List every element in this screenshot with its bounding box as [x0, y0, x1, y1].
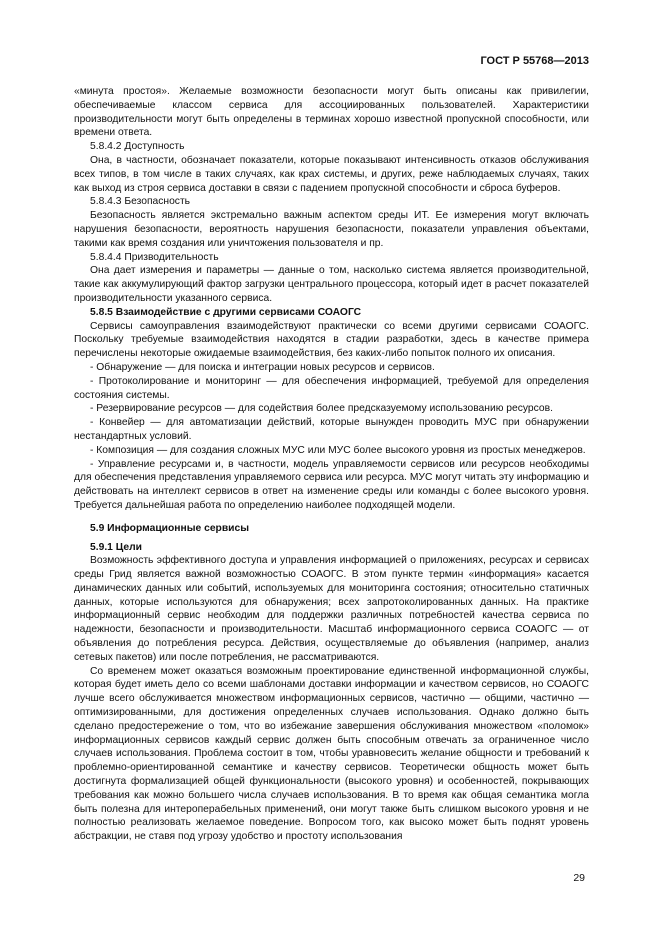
page-number: 29	[573, 872, 585, 884]
document-id: ГОСТ Р 55768—2013	[480, 55, 589, 67]
list-item: - Композиция — для создания сложных МУС или МУС более высокого уровня из простых менеджеров.	[90, 444, 586, 456]
subsection-heading: 5.8.4.4 Призводительность	[90, 251, 219, 263]
list-item: - Резервирование ресурсов — для содействия более предсказуемому использованию ресурсов.	[90, 403, 553, 415]
list-item: - Обнаружение — для поиска и интеграции новых ресурсов и сервисов.	[90, 361, 435, 373]
list-item: - Управление ресурсами и, в частности, модель управляемости сервисов или ресурсов необходимы для обеспечения представления управляемого сервиса или ресурса. МУС могут читать эту информацию и действовать на интеллект сервисов в ответ на изменение среды или команды с более высокого уровня. Требуется дальнейшая работа по определению наиболее подходящей модели.	[74, 458, 589, 511]
section-heading: 5.8.5 Взаимодействие с другими сервисами СОАОГС	[90, 306, 362, 318]
paragraph: Безопасность является экстремально важным аспектом среды ИТ. Ее измерения могут включать нарушения безопасности, вероятность нарушения безопасности, показатели управления объектами, такими как время создания или уничтожения пользователя и пр.	[74, 210, 589, 249]
subsection-heading: 5.8.4.2 Доступность	[90, 141, 185, 153]
section-heading: 5.9.1 Цели	[90, 541, 143, 553]
paragraph: Возможность эффективного доступа и управления информацией о приложениях, ресурсах и сервисах среды Грид является важной возможностью СОАОГС. В этом пункте термин «информация» касается динамических данных или событий, используемых для мониторинга состояния; относительно статичных данных, которые используются для обнаружения; всех запротоколированных данных. На практике информационный сервис необходим для поддержки различных потребностей качества сервиса по надежности, безопасности и производительности. Масштаб информационного сервиса СОАОГС — от объявления до потребления ресурса. Действия, осуществляемые до объявления (например, анализ сетевых пакетов) или после потребления, не рассматриваются.	[74, 555, 589, 663]
paragraph: Она дает измерения и параметры — данные о том, насколько система является производительной, такие как аккумулирующий фактор загрузки центрального процессора, который идет в расчет показателей производительности указанного сервиса.	[74, 265, 589, 304]
paragraph: Со временем может оказаться возможным проектирование единственной информационной службы, которая будет иметь дело со всеми шаблонами доставки информации и качеством сервисов, но СОАОГС лучше всего обслуживается множеством информационных сервисов, частично — общими, частично — оптимизированными, для достижения определенных случаев использования. Однако должно быть сделано предостережение о том, что во избежание завершения обслуживания множеством «поломок» информационных сервисов каждый сервис должен быть способным отвечать за ограниченное число случаев использования. Проблема состоит в том, чтобы уравновесить желание общности и требований к проблемно-ориентированной семантике и качеству сервисов. Теоретически общность может быть достигнута формализацией общей функциональности (высокого уровня) и особенностей, покрывающих требования как можно большего числа случаев использования. В то время как общая семантика могла быть полезна для интероперабельных применений, они могут также быть слишком высокого уровня и не полностью реализовать желаемое поведение. Вопросом того, как высоко может быть поднят уровень абстракции, не ставя под угрозу удобство и простоту использования	[74, 665, 589, 843]
document-body	[74, 85, 589, 844]
list-item: - Протоколирование и мониторинг — для обеспечения информацией, требуемой для определения состояния системы.	[74, 375, 589, 401]
section-heading: 5.9 Информационные сервисы	[90, 522, 250, 534]
paragraph: «минута простоя». Желаемые возможности безопасности могут быть описаны как привилегии, обеспечиваемые классом сервиса для ассоциированных пользователей. Характеристики производительности могут быть определены в терминах хорошо известной пропускной способности, или времени ответа.	[74, 86, 589, 139]
paragraph: Сервисы самоуправления взаимодействуют практически со всеми другими сервисами СОАОГС. Поскольку требуемые взаимодействия находятся в стадии разработки, здесь в качестве примера перечислены некоторые ожидаемые взаимодействия, без каких-либо попыток полного их описания.	[74, 320, 589, 360]
list-item: - Конвейер — для автоматизации действий, которые вынужден проводить МУС при обнаружении нестандартных условий.	[74, 417, 589, 442]
paragraph: Она, в частности, обозначает показатели, которые показывают интенсивность отказов обслуживания всех типов, в том числе в таких случаях, как крах системы, и других, реже наблюдаемых случаях, таких как выход из строя сервиса доставки в связи с падением пропускной способности и сброса буферов.	[74, 154, 589, 194]
subsection-heading: 5.8.4.3 Безопасность	[90, 196, 191, 208]
